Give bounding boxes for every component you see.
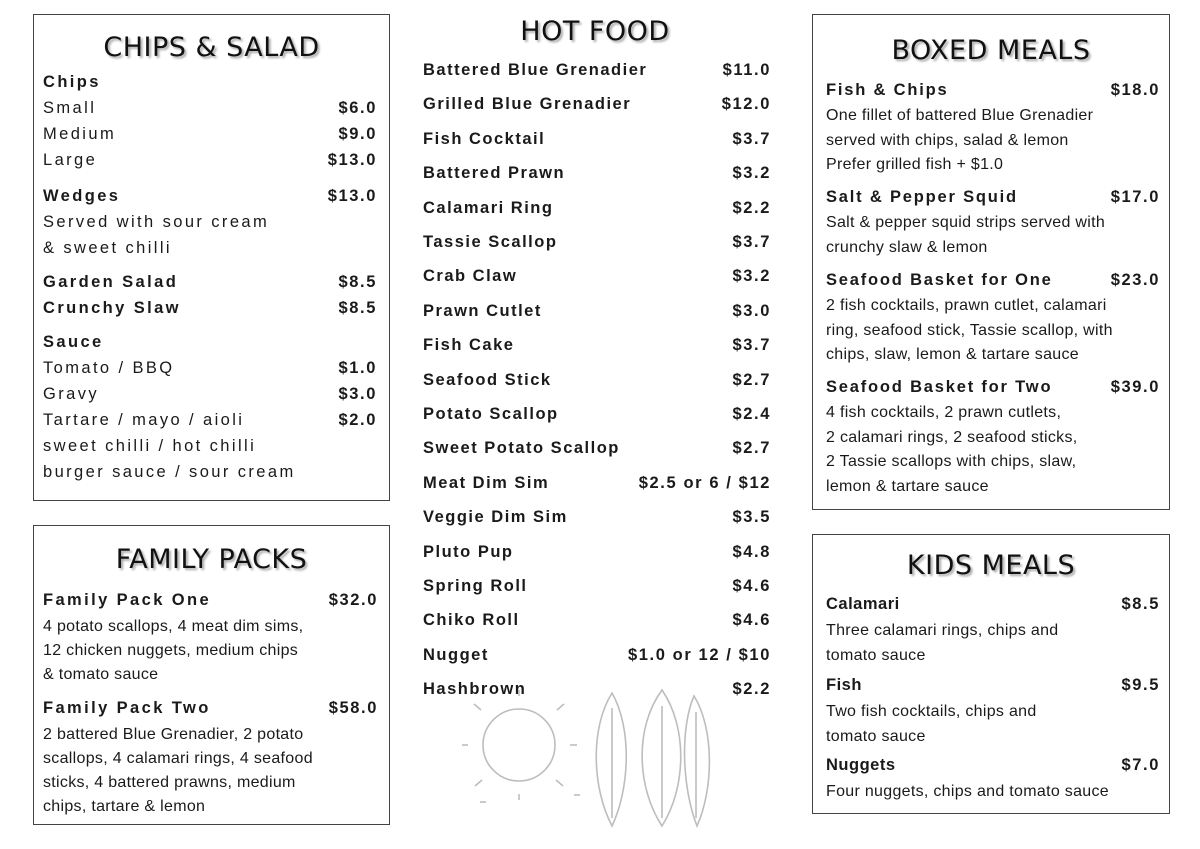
item-price: $4.6 <box>732 577 771 595</box>
item-description: served with chips, salad & lemon <box>826 131 1069 149</box>
item-price: $3.7 <box>732 336 771 355</box>
hot-food-item <box>423 577 771 596</box>
item-name: Calamari Ring <box>423 198 554 217</box>
chips-salad-title: CHIPS & SALAD <box>103 32 320 63</box>
item-price: $17.0 <box>1110 188 1160 206</box>
item-name: Medium <box>43 125 117 143</box>
item-name: Meat Dim Sim <box>423 473 550 492</box>
surfboards-icon <box>596 690 709 826</box>
item-price: $18.0 <box>1110 81 1160 99</box>
item-name: Grilled Blue Grenadier <box>423 95 632 114</box>
item-description: sticks, 4 battered prawns, medium <box>43 774 296 791</box>
hot-food-item <box>423 543 771 562</box>
item-description: lemon & tartare sauce <box>826 477 989 495</box>
item-price: $1.0 <box>338 359 377 377</box>
sauce-heading: Sauce <box>43 333 104 351</box>
item-description: 2 Tassie scallops with chips, slaw, <box>826 453 1077 470</box>
family-packs-title: FAMILY PACKS <box>115 544 308 575</box>
item-name: Potato Scallop <box>423 405 559 423</box>
item-name: Crunchy Slaw <box>43 299 181 317</box>
item-price: $32.0 <box>328 591 378 609</box>
item-price: $4.8 <box>732 542 771 561</box>
menu-item <box>43 359 377 378</box>
item-name: Fish Cocktail <box>423 129 546 148</box>
item-description: 2 battered Blue Grenadier, 2 potato <box>43 726 304 743</box>
item-description: Two fish cocktails, chips and <box>826 703 1037 720</box>
item-name: Crab Claw <box>423 267 518 286</box>
sun-icon <box>462 690 580 802</box>
boxed-meal-item <box>826 188 1160 207</box>
hot-food-item <box>423 405 771 424</box>
kids-meal-item <box>826 756 1160 775</box>
item-description: 2 calamari rings, 2 seafood sticks, <box>826 428 1078 446</box>
item-description: 4 potato scallops, 4 meat dim sims, <box>43 618 304 635</box>
hot-food-title: HOT FOOD <box>520 16 670 47</box>
hot-food-item <box>423 474 771 493</box>
item-price: $9.0 <box>338 125 377 143</box>
item-price: $12.0 <box>721 95 771 114</box>
item-name: Hashbrown <box>423 680 527 699</box>
item-name: Spring Roll <box>423 577 528 595</box>
item-name: Seafood Basket for One <box>826 271 1053 289</box>
item-name: Family Pack One <box>43 591 212 609</box>
hot-food-item <box>423 336 771 355</box>
item-price: $3.7 <box>732 233 771 251</box>
item-description: crunchy slaw & lemon <box>826 238 988 256</box>
item-name: Fish & Chips <box>826 81 949 99</box>
item-name: Tartare / mayo / aioli <box>43 411 245 429</box>
item-name: Tassie Scallop <box>423 233 558 251</box>
menu-item-wedges <box>43 187 377 206</box>
item-price: $4.6 <box>732 611 771 630</box>
item-price: $9.5 <box>1121 676 1160 694</box>
beach-illustration <box>462 688 730 828</box>
item-description: Served with sour cream <box>43 213 270 231</box>
item-price: $8.5 <box>1121 595 1160 613</box>
item-description: Salt & pepper squid strips served with <box>826 214 1106 231</box>
kids-meals-section <box>812 534 1170 814</box>
item-price: $8.5 <box>338 273 377 291</box>
item-name: Garden Salad <box>43 273 179 291</box>
item-price: $2.4 <box>732 405 771 423</box>
item-name: Nuggets <box>826 756 896 774</box>
item-name: Large <box>43 151 98 169</box>
item-name: Calamari <box>826 595 900 613</box>
menu-item <box>43 151 377 170</box>
hot-food-item <box>423 371 771 390</box>
item-price: $11.0 <box>722 61 771 79</box>
item-price: $2.2 <box>732 680 771 699</box>
item-name: Sweet Potato Scallop <box>423 439 620 458</box>
item-price: $2.0 <box>338 411 377 429</box>
item-name: Tomato / BBQ <box>43 359 175 377</box>
hot-food-item <box>423 302 771 321</box>
item-price: $8.5 <box>338 299 377 317</box>
boxed-meal-item <box>826 378 1160 397</box>
boxed-meal-item <box>826 271 1160 290</box>
item-name: Salt & Pepper Squid <box>826 188 1018 206</box>
item-name: Battered Blue Grenadier <box>423 61 648 79</box>
chips-salad-section <box>33 14 390 501</box>
item-description: ring, seafood stick, Tassie scallop, with <box>826 321 1113 339</box>
hot-food-item <box>423 508 771 527</box>
item-description: chips, slaw, lemon & tartare sauce <box>826 346 1079 363</box>
item-price: $2.5 or 6 / $12 <box>638 473 771 492</box>
item-description: chips, tartare & lemon <box>43 798 206 815</box>
item-name: Gravy <box>43 385 100 403</box>
item-description: 2 fish cocktails, prawn cutlet, calamari <box>826 297 1107 314</box>
menu-item <box>43 125 377 144</box>
hot-food-item <box>423 130 771 149</box>
item-price: $3.2 <box>732 164 771 183</box>
hot-food-item <box>423 164 771 183</box>
boxed-meals-section <box>812 14 1170 510</box>
item-name: Pluto Pup <box>423 542 514 561</box>
item-description: tomato sauce <box>826 646 926 664</box>
item-name: Fish Cake <box>423 336 515 355</box>
item-price: $58.0 <box>328 699 378 717</box>
item-price: $7.0 <box>1121 756 1160 774</box>
family-pack-two <box>43 699 378 718</box>
item-price: $3.0 <box>732 301 771 320</box>
hot-food-item <box>423 267 771 286</box>
item-price: $13.0 <box>327 187 377 205</box>
kids-meals-title: KIDS MEALS <box>906 550 1076 581</box>
item-name: Battered Prawn <box>423 164 566 183</box>
hot-food-item <box>423 646 771 665</box>
hot-food-item <box>423 233 771 252</box>
item-price: $3.2 <box>732 267 771 286</box>
item-price: $3.7 <box>732 129 771 148</box>
menu-item <box>43 411 377 430</box>
item-price: $3.5 <box>732 508 771 527</box>
item-price: $13.0 <box>327 151 377 169</box>
hot-food-item <box>423 439 771 458</box>
item-price: $6.0 <box>338 99 377 117</box>
menu-item <box>43 385 377 404</box>
item-price: $2.2 <box>732 198 771 217</box>
family-packs-section <box>33 525 390 825</box>
item-description: tomato sauce <box>826 727 926 745</box>
item-name: Chiko Roll <box>423 611 520 630</box>
item-name: Prawn Cutlet <box>423 301 542 320</box>
item-name: Nugget <box>423 645 489 664</box>
item-description: & sweet chilli <box>43 239 172 257</box>
hot-food-item <box>423 95 771 114</box>
item-price: $2.7 <box>732 370 771 389</box>
item-description: & tomato sauce <box>43 666 159 683</box>
family-pack-one <box>43 591 378 610</box>
hot-food-item <box>423 611 771 630</box>
item-description: Four nuggets, chips and tomato sauce <box>826 783 1109 800</box>
boxed-meal-item <box>826 81 1160 100</box>
item-description: Three calamari rings, chips and <box>826 622 1059 639</box>
hot-food-item <box>423 61 771 80</box>
kids-meal-item <box>826 676 1160 695</box>
item-description: 4 fish cocktails, 2 prawn cutlets, <box>826 404 1062 421</box>
boxed-meals-title: BOXED MEALS <box>891 35 1091 66</box>
item-name: Fish <box>826 676 862 694</box>
item-name: Veggie Dim Sim <box>423 508 568 527</box>
menu-item-garden-salad <box>43 273 377 292</box>
item-price: $3.0 <box>338 385 377 403</box>
item-name: Seafood Stick <box>423 370 552 389</box>
menu-item-crunchy-slaw <box>43 299 377 318</box>
hot-food-item <box>423 199 771 218</box>
item-description: burger sauce / sour cream <box>43 463 296 481</box>
item-description: Prefer grilled fish + $1.0 <box>826 156 1004 173</box>
kids-meal-item <box>826 595 1160 614</box>
item-price: $2.7 <box>732 439 771 458</box>
chips-heading: Chips <box>43 73 101 91</box>
item-price: $1.0 or 12 / $10 <box>627 645 771 664</box>
item-price: $23.0 <box>1110 271 1160 289</box>
item-description: One fillet of battered Blue Grenadier <box>826 107 1094 124</box>
item-name: Family Pack Two <box>43 699 211 717</box>
item-name: Wedges <box>43 187 121 205</box>
item-description: sweet chilli / hot chilli <box>43 437 257 455</box>
item-name: Seafood Basket for Two <box>826 378 1053 396</box>
item-price: $39.0 <box>1110 378 1160 396</box>
item-name: Small <box>43 99 97 117</box>
menu-item <box>43 99 377 118</box>
item-description: scallops, 4 calamari rings, 4 seafood <box>43 750 313 767</box>
item-description: 12 chicken nuggets, medium chips <box>43 642 299 659</box>
